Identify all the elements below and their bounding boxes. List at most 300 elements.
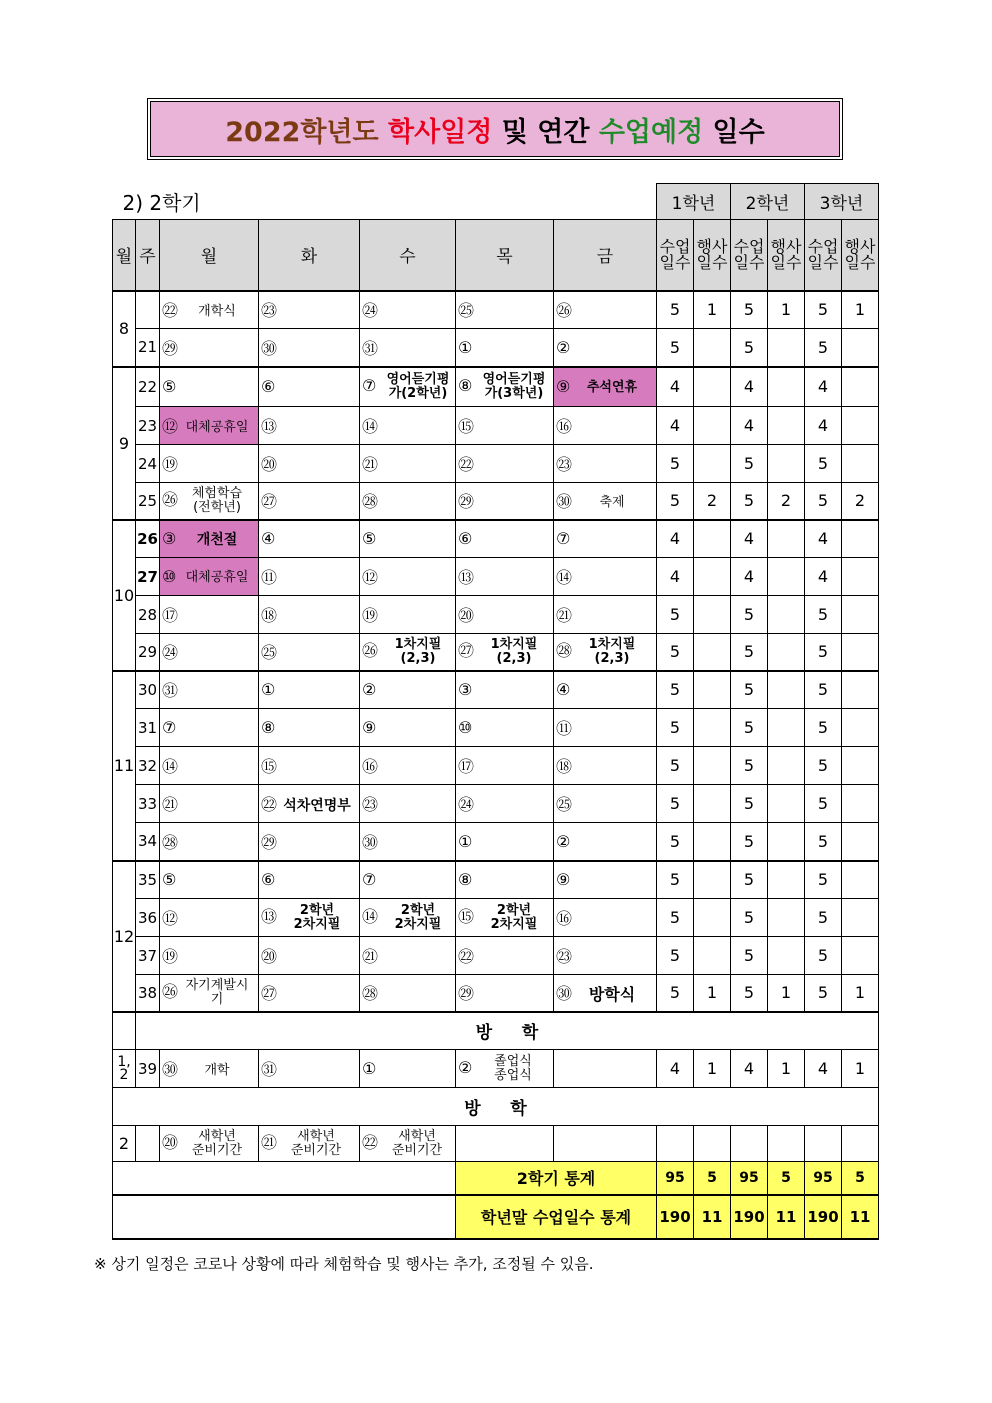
event-label: 개천절 <box>196 531 238 548</box>
day-cell <box>259 899 360 937</box>
date-number: ⑱ <box>261 606 278 625</box>
event-label: 졸업식 종업식 <box>494 1053 532 1083</box>
date-number: ㉘ <box>162 832 179 852</box>
year-stats-value: 190 <box>805 1195 842 1239</box>
col-month-header: 월 <box>113 220 136 291</box>
class-days-value: 5 <box>657 975 694 1012</box>
event-days-value <box>768 709 805 747</box>
table-row <box>113 937 879 975</box>
date-number: ③ <box>162 529 177 549</box>
event-days-value <box>694 899 731 937</box>
event-days-value <box>768 785 805 823</box>
year-stats-value: 190 <box>657 1195 694 1239</box>
title-part-days: 일수 <box>703 116 765 148</box>
week-cell: 39 <box>136 1050 160 1088</box>
class-days-value: 5 <box>805 329 842 367</box>
day-cell <box>456 483 554 520</box>
semester-stats-value: 95 <box>731 1162 768 1195</box>
date-number: ㉑ <box>556 606 573 625</box>
day-cell <box>456 747 554 785</box>
date-number: ㉘ <box>556 641 573 661</box>
class-days-value: 5 <box>657 329 694 367</box>
table-row <box>113 747 879 785</box>
schedule-table <box>112 183 879 1240</box>
title-part-and: 및 연간 <box>492 116 599 148</box>
date-number: ㉖ <box>362 641 379 661</box>
class-days-value: 4 <box>805 407 842 445</box>
event-days-value <box>768 634 805 671</box>
event-label: 새학년 준비기간 <box>191 1128 243 1158</box>
day-cell <box>360 367 456 407</box>
event-days-value <box>768 407 805 445</box>
event-days-value <box>768 861 805 899</box>
event-days-value <box>694 937 731 975</box>
month-cell: 11 <box>113 671 136 861</box>
day-cell <box>554 937 657 975</box>
date-number: ⑰ <box>162 606 179 625</box>
class-days-value: 5 <box>805 483 842 520</box>
day-cell <box>456 329 554 367</box>
day-cell <box>160 483 259 520</box>
class-days-value: 5 <box>731 937 768 975</box>
date-number: ㉑ <box>261 1133 278 1152</box>
day-cell <box>456 445 554 483</box>
event-days-value <box>768 520 805 558</box>
class-days-value: 4 <box>805 558 842 596</box>
event-label: 새학년 준비기간 <box>391 1128 443 1158</box>
grade-header-2: 2학년 <box>731 184 805 220</box>
day-cell <box>360 747 456 785</box>
event-days-value: 2 <box>694 483 731 520</box>
event-days-value <box>694 823 731 861</box>
day-cell <box>259 596 360 634</box>
day-cell <box>554 785 657 823</box>
event-days-value: 1 <box>768 975 805 1012</box>
footnote: ※ 상기 일정은 코로나 상황에 따라 체험학습 및 행사는 추가, 조정될 수 있음. <box>94 1255 594 1273</box>
day-cell <box>160 975 259 1012</box>
event-days-value <box>694 520 731 558</box>
class-days-value: 5 <box>657 823 694 861</box>
date-number: ㉗ <box>261 984 278 1004</box>
event-days-header: 행사 일수 <box>768 220 805 291</box>
day-cell <box>259 367 360 407</box>
table-row <box>113 671 879 709</box>
event-label: 체험학습 (전학년) <box>191 485 243 515</box>
day-cell <box>554 975 657 1012</box>
day-cell <box>360 520 456 558</box>
date-number: ⑳ <box>261 455 278 474</box>
class-days-value: 5 <box>657 899 694 937</box>
day-cell <box>160 785 259 823</box>
event-label: 1차지필 (2,3) <box>394 636 442 666</box>
date-number: ⑥ <box>261 377 276 397</box>
month-cell-empty <box>113 1012 136 1050</box>
class-days-value: 5 <box>805 291 842 329</box>
empty-cell <box>554 1126 657 1162</box>
day-cell <box>456 823 554 861</box>
day-cell <box>259 445 360 483</box>
day-cell <box>360 899 456 937</box>
date-number: ㉓ <box>362 795 379 814</box>
week-cell-empty <box>136 1126 160 1162</box>
class-days-value: 5 <box>731 291 768 329</box>
date-number: ⑯ <box>556 909 573 928</box>
class-days-value: 4 <box>731 407 768 445</box>
date-number: ⑥ <box>261 870 276 890</box>
date-number: ㉚ <box>162 1060 179 1079</box>
day-cell <box>360 709 456 747</box>
date-number: ⑤ <box>162 870 177 890</box>
day-cell-empty <box>554 1050 657 1088</box>
class-days-value: 4 <box>731 558 768 596</box>
event-days-value: 2 <box>768 483 805 520</box>
page-title <box>150 101 840 157</box>
class-days-value: 5 <box>657 937 694 975</box>
day-cell <box>554 596 657 634</box>
date-number: ㉑ <box>362 947 379 966</box>
semester-stats-label: 2학기 통계 <box>456 1162 657 1195</box>
semester-stats-value: 5 <box>768 1162 805 1195</box>
week-cell: 22 <box>136 367 160 407</box>
grade-header-3: 3학년 <box>805 184 879 220</box>
date-number: ㉔ <box>458 795 475 814</box>
class-days-value: 5 <box>657 747 694 785</box>
day-cell <box>360 861 456 899</box>
date-number: ⑧ <box>458 870 473 890</box>
date-number: ⑳ <box>261 947 278 966</box>
class-days-value: 5 <box>805 937 842 975</box>
class-days-value: 5 <box>731 329 768 367</box>
day-cell <box>456 975 554 1012</box>
day-cell <box>160 937 259 975</box>
event-label: 개학 <box>204 1062 230 1078</box>
class-days-value: 5 <box>731 634 768 671</box>
date-number: ㉔ <box>162 643 179 663</box>
day-cell <box>259 823 360 861</box>
event-days-value: 2 <box>842 483 879 520</box>
date-number: ⑫ <box>162 417 179 436</box>
week-cell: 28 <box>136 596 160 634</box>
year-stats-value: 190 <box>731 1195 768 1239</box>
title-box <box>147 98 843 160</box>
week-cell: 26 <box>136 520 160 558</box>
event-days-value <box>842 329 879 367</box>
event-days-value <box>768 558 805 596</box>
day-cell <box>360 1050 456 1088</box>
date-number: ㉚ <box>556 492 573 512</box>
date-number: ⑭ <box>362 417 379 436</box>
date-number: ㉒ <box>362 1133 379 1152</box>
date-number: ㉖ <box>556 301 573 321</box>
day-cell <box>360 329 456 367</box>
event-days-value: 1 <box>694 1050 731 1088</box>
day-cell <box>160 1126 259 1162</box>
table-row <box>113 785 879 823</box>
date-number: ⑫ <box>162 909 179 928</box>
day-cell <box>554 861 657 899</box>
col-mon-header: 월 <box>160 220 259 291</box>
date-number: ⑥ <box>458 529 473 549</box>
week-cell: 23 <box>136 407 160 445</box>
day-cell <box>360 407 456 445</box>
day-cell <box>259 709 360 747</box>
table-row <box>113 445 879 483</box>
semester-stats-value: 5 <box>694 1162 731 1195</box>
class-days-header: 수업 일수 <box>805 220 842 291</box>
date-number: ⑦ <box>162 718 177 737</box>
class-days-value: 5 <box>731 709 768 747</box>
class-days-header: 수업 일수 <box>731 220 768 291</box>
day-cell <box>160 445 259 483</box>
date-number: ㉙ <box>458 984 475 1004</box>
date-number: ⑯ <box>362 757 379 776</box>
day-cell <box>259 1126 360 1162</box>
day-cell <box>160 520 259 558</box>
date-number: ⑪ <box>556 719 573 738</box>
week-cell: 29 <box>136 634 160 671</box>
day-cell <box>259 785 360 823</box>
day-cell <box>456 407 554 445</box>
day-cell <box>360 291 456 329</box>
class-days-value: 4 <box>657 407 694 445</box>
table-row <box>113 1050 879 1088</box>
day-cell <box>554 329 657 367</box>
week-cell: 21 <box>136 329 160 367</box>
class-days-value: 4 <box>657 367 694 407</box>
day-cell <box>160 634 259 671</box>
col-fri-header: 금 <box>554 220 657 291</box>
date-number: ② <box>458 1058 473 1077</box>
date-number: ㉕ <box>261 643 278 663</box>
event-days-header: 행사 일수 <box>694 220 731 291</box>
date-number: ㉖ <box>162 982 179 1002</box>
table-row <box>113 367 879 407</box>
date-number: ㉓ <box>556 455 573 474</box>
event-days-value <box>768 823 805 861</box>
day-cell <box>160 747 259 785</box>
date-number: ③ <box>458 680 473 700</box>
event-days-value: 1 <box>768 291 805 329</box>
day-cell <box>554 520 657 558</box>
date-number: ⑮ <box>458 417 475 436</box>
table-row <box>113 709 879 747</box>
class-days-value: 4 <box>657 558 694 596</box>
stats-blank <box>113 1195 456 1239</box>
class-days-value: 5 <box>805 861 842 899</box>
week-cell: 36 <box>136 899 160 937</box>
day-cell <box>259 329 360 367</box>
day-cell <box>259 634 360 671</box>
week-cell: 25 <box>136 483 160 520</box>
event-days-value <box>694 407 731 445</box>
table-row <box>113 1126 879 1162</box>
date-number: ⑰ <box>458 757 475 776</box>
date-number: ㉛ <box>261 1060 278 1079</box>
day-cell <box>456 291 554 329</box>
empty-cell <box>657 1126 694 1162</box>
event-days-value <box>694 634 731 671</box>
empty-cell <box>456 1126 554 1162</box>
date-number: ⑮ <box>261 757 278 776</box>
table-row <box>113 520 879 558</box>
day-cell <box>456 709 554 747</box>
date-number: ⑫ <box>362 568 379 587</box>
week-cell <box>136 291 160 329</box>
day-cell <box>554 823 657 861</box>
class-days-value: 5 <box>731 975 768 1012</box>
class-days-value: 4 <box>731 367 768 407</box>
month-cell: 12 <box>113 861 136 1012</box>
event-days-value: 1 <box>694 975 731 1012</box>
day-cell <box>259 558 360 596</box>
day-cell <box>259 520 360 558</box>
day-cell <box>360 596 456 634</box>
event-days-value <box>694 329 731 367</box>
event-days-value <box>768 329 805 367</box>
day-cell <box>360 975 456 1012</box>
class-days-value: 5 <box>657 291 694 329</box>
date-number: ㉛ <box>162 681 179 701</box>
day-cell <box>360 671 456 709</box>
day-cell <box>456 1050 554 1088</box>
date-number: ㉘ <box>362 492 379 512</box>
day-cell <box>360 937 456 975</box>
date-number: ⑲ <box>162 455 179 474</box>
date-number: ㉒ <box>162 301 179 321</box>
date-number: ① <box>458 337 473 357</box>
event-days-value <box>694 367 731 407</box>
event-days-value <box>768 671 805 709</box>
date-number: ⑮ <box>458 907 475 926</box>
day-cell <box>259 407 360 445</box>
event-days-value <box>842 899 879 937</box>
event-days-value: 1 <box>768 1050 805 1088</box>
date-number: ⑲ <box>162 947 179 966</box>
event-days-value <box>694 445 731 483</box>
day-cell <box>360 634 456 671</box>
day-cell <box>259 483 360 520</box>
day-cell <box>456 596 554 634</box>
col-wed-header: 수 <box>360 220 456 291</box>
year-stats-value: 11 <box>694 1195 731 1239</box>
event-label: 2학년 2차지필 <box>490 902 538 932</box>
day-cell <box>160 596 259 634</box>
table-row <box>113 975 879 1012</box>
date-number: ㉖ <box>162 490 179 510</box>
date-number: ⑳ <box>162 1133 179 1152</box>
stats-blank <box>113 1162 456 1195</box>
day-cell <box>554 747 657 785</box>
day-cell <box>456 671 554 709</box>
date-number: ㉓ <box>556 947 573 966</box>
event-label: 방학식 <box>588 984 636 1004</box>
date-number: ㉕ <box>458 301 475 321</box>
day-cell <box>259 291 360 329</box>
date-number: ㉒ <box>458 455 475 474</box>
date-number: ⑤ <box>162 377 177 397</box>
class-days-value: 5 <box>731 861 768 899</box>
day-cell <box>456 937 554 975</box>
date-number: ⑨ <box>556 870 571 890</box>
class-days-value: 5 <box>657 861 694 899</box>
event-days-value <box>842 596 879 634</box>
class-days-value: 4 <box>805 1050 842 1088</box>
date-number: ㉚ <box>362 832 379 852</box>
date-number: ㉗ <box>261 492 278 512</box>
date-number: ㉔ <box>362 301 379 321</box>
date-number: ⑩ <box>458 718 473 737</box>
semester-stats-value: 95 <box>805 1162 842 1195</box>
day-cell <box>554 483 657 520</box>
title-part-class: 수업예정 <box>598 116 704 148</box>
day-cell <box>554 634 657 671</box>
date-number: ㉒ <box>261 795 278 814</box>
date-number: ⑭ <box>556 568 573 587</box>
week-cell: 24 <box>136 445 160 483</box>
class-days-header: 수업 일수 <box>657 220 694 291</box>
event-label: 1차지필 (2,3) <box>490 636 538 666</box>
event-days-value <box>842 671 879 709</box>
day-cell <box>456 634 554 671</box>
day-cell <box>259 937 360 975</box>
title-part-year: 2022학년도 <box>225 116 389 148</box>
class-days-value: 5 <box>731 823 768 861</box>
month-cell: 10 <box>113 520 136 671</box>
event-days-value <box>694 747 731 785</box>
week-cell: 30 <box>136 671 160 709</box>
day-cell <box>160 558 259 596</box>
class-days-value: 5 <box>805 671 842 709</box>
day-cell <box>160 291 259 329</box>
day-cell <box>456 861 554 899</box>
table-row <box>113 329 879 367</box>
day-cell <box>456 785 554 823</box>
class-days-value: 5 <box>657 785 694 823</box>
class-days-value: 5 <box>657 445 694 483</box>
class-days-value: 5 <box>657 671 694 709</box>
event-days-value <box>842 520 879 558</box>
week-cell: 27 <box>136 558 160 596</box>
event-days-value <box>768 747 805 785</box>
day-cell <box>360 823 456 861</box>
month-cell: 2 <box>113 1126 136 1162</box>
week-cell: 32 <box>136 747 160 785</box>
day-cell <box>160 671 259 709</box>
vacation-row-2: 방 학 <box>113 1088 879 1126</box>
table-row <box>113 407 879 445</box>
date-number: ① <box>458 831 473 851</box>
date-number: ⑩ <box>162 567 177 586</box>
week-cell: 34 <box>136 823 160 861</box>
date-number: ① <box>261 680 276 700</box>
date-number: ⑭ <box>162 757 179 776</box>
event-days-value <box>768 367 805 407</box>
event-days-value <box>842 709 879 747</box>
event-days-value <box>768 596 805 634</box>
event-label: 석차연명부 <box>283 797 351 814</box>
event-label: 축제 <box>599 494 625 510</box>
day-cell <box>160 407 259 445</box>
year-stats-value: 11 <box>842 1195 879 1239</box>
event-days-value: 1 <box>842 291 879 329</box>
event-days-value <box>842 937 879 975</box>
date-number: ⑦ <box>362 376 377 396</box>
table-row <box>113 483 879 520</box>
event-days-value <box>842 558 879 596</box>
class-days-value: 5 <box>805 709 842 747</box>
event-days-value <box>694 558 731 596</box>
day-cell <box>160 823 259 861</box>
